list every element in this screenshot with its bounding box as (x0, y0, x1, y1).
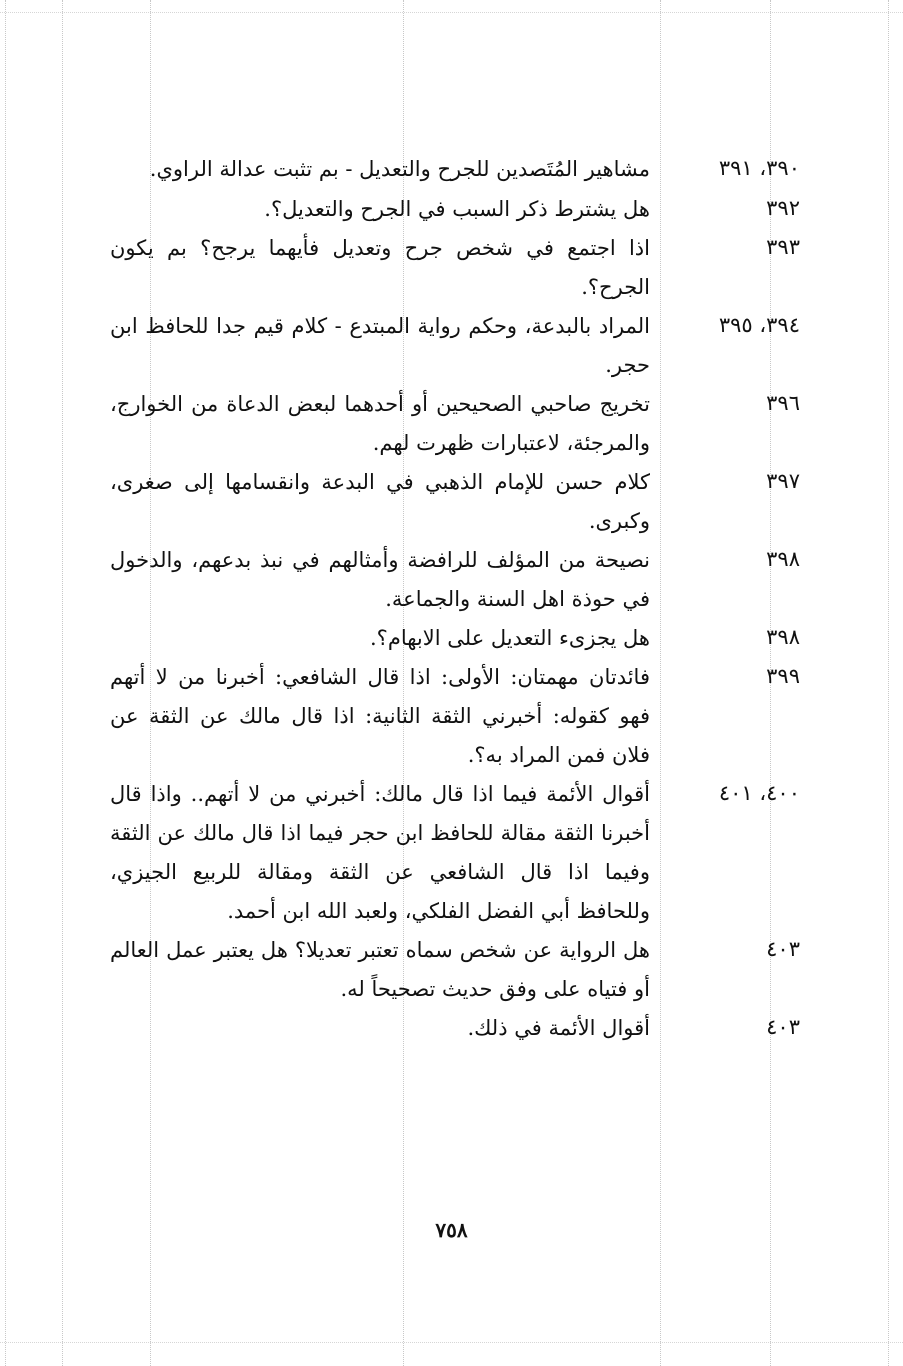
entry-page-number: ٣٩٣ (766, 235, 800, 259)
entry-page-number: ٣٩٩ (766, 664, 800, 688)
scan-guide (0, 12, 903, 13)
list-item (110, 150, 800, 189)
entry-page-number: ٤٠٣ (766, 1015, 800, 1039)
list-item (110, 931, 800, 1009)
entry-page-number: ٣٩٠، ٣٩١ (718, 156, 800, 180)
list-item (110, 190, 800, 229)
entry-title: أقوال الأئمة في ذلك. (467, 1016, 650, 1040)
list-item (110, 1009, 800, 1048)
entry-title: هل الرواية عن شخص سماه تعتبر تعديلا؟ هل يعتبر عمل العالم أو فتياه على وفق حديث تصحيحاً له. (110, 938, 650, 1001)
entry-page-number: ٣٩٦ (766, 391, 800, 415)
entry-title: هل يجزىء التعديل على الابهام؟. (370, 626, 650, 650)
list-item (110, 463, 800, 541)
entry-page-number: ٤٠٠، ٤٠١ (718, 781, 800, 805)
list-item (110, 307, 800, 385)
list-item (110, 775, 800, 931)
entry-title: مشاهير المُتَصدين للجرح والتعديل - بم تثبت عدالة الراوي. (149, 157, 650, 181)
entry-title: فائدتان مهمتان: الأولى: اذا قال الشافعي: أخبرنا من لا أتهم فهو كقوله: أخبرني الثقة الثانية: اذا قال مالك عن الثقة عن فلان فمن المراد به؟. (110, 665, 650, 767)
list-item (110, 658, 800, 775)
scan-guide (62, 0, 63, 1366)
entry-title: أقوال الأئمة فيما اذا قال مالك: أخبرني من لا أتهم.. واذا قال أخبرنا الثقة مقالة للحافظ ابن حجر فيما اذا قال مالك عن الثقة وفيما اذا قال الشافعي عن الثقة ومقالة للربيع الجيزي، وللحافظ أبي الفضل الفلكي، ولعبد الله ابن أحمد. (110, 782, 650, 923)
entry-page-number: ٣٩٧ (766, 469, 800, 493)
entry-title: نصيحة من المؤلف للرافضة وأمثالهم في نبذ بدعهم، والدخول في حوذة اهل السنة والجماعة. (110, 548, 650, 611)
scan-guide (5, 0, 6, 1366)
entry-page-number: ٣٩٢ (766, 196, 800, 220)
entry-title: تخريج صاحبي الصحيحين أو أحدهما لبعض الدعاة من الخوارج، والمرجئة، لاعتبارات ظهرت لهم. (110, 392, 650, 455)
list-item (110, 541, 800, 619)
table-of-contents (110, 150, 800, 1048)
scan-guide (0, 1342, 903, 1343)
entry-page-number: ٤٠٣ (766, 937, 800, 961)
list-item (110, 229, 800, 307)
scan-guide (888, 0, 889, 1366)
entry-title: اذا اجتمع في شخص جرح وتعديل فأيهما يرجح؟ بم يكون الجرح؟. (110, 236, 650, 299)
entry-page-number: ٣٩٨ (766, 547, 800, 571)
entry-page-number: ٣٩٨ (766, 625, 800, 649)
list-item (110, 619, 800, 658)
entry-page-number: ٣٩٤، ٣٩٥ (718, 313, 800, 337)
entry-title: هل يشترط ذكر السبب في الجرح والتعديل؟. (264, 197, 650, 221)
entry-title: كلام حسن للإمام الذهبي في البدعة وانقسامها إلى صغرى، وكبرى. (110, 470, 650, 533)
page-number: ٧٥٨ (435, 1218, 468, 1242)
entry-title: المراد بالبدعة، وحكم رواية المبتدع - كلام قيم جدا للحافظ ابن حجر. (110, 314, 650, 377)
list-item (110, 385, 800, 463)
